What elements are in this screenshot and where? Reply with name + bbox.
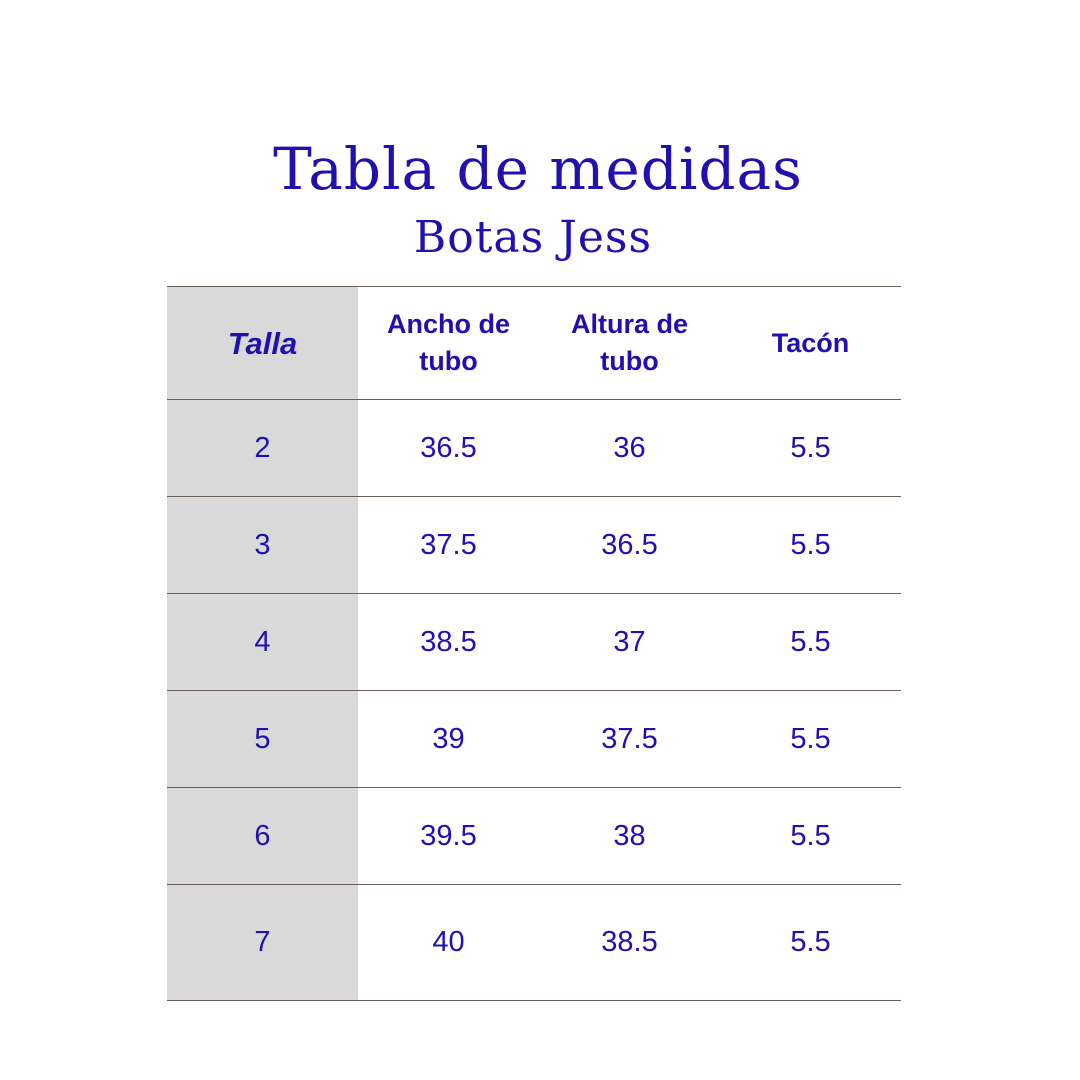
- table-row: [167, 593, 901, 690]
- table-row: [167, 787, 901, 884]
- table-row: [167, 496, 901, 593]
- cell-ancho-de-tubo: 39: [432, 722, 465, 755]
- cell-talla: 7: [167, 885, 358, 1000]
- cell-tacon: 5.5: [790, 819, 831, 852]
- cell-tacon: 5.5: [790, 431, 831, 464]
- cell-tacon: 5.5: [790, 722, 831, 755]
- cell-talla: 5: [167, 691, 358, 787]
- page-subtitle: Botas Jess: [413, 212, 653, 263]
- cell-altura-de-tubo: 37: [613, 625, 646, 658]
- table-row: [167, 399, 901, 496]
- cell-tacon: 5.5: [790, 528, 831, 561]
- cell-tacon: 5.5: [790, 625, 831, 658]
- cell-talla: 3: [167, 497, 358, 593]
- cell-ancho-de-tubo: 40: [432, 926, 465, 958]
- header-talla: Talla: [167, 287, 358, 399]
- cell-altura-de-tubo: 36.5: [601, 528, 658, 561]
- cell-altura-de-tubo: 36: [613, 431, 646, 464]
- cell-tacon: 5.5: [790, 926, 831, 958]
- cell-ancho-de-tubo: 39.5: [420, 819, 477, 852]
- cell-talla: 6: [167, 788, 358, 884]
- cell-altura-de-tubo: 38.5: [601, 926, 658, 958]
- page-title: Tabla de medidas: [273, 135, 803, 203]
- table-header-row: [167, 286, 901, 399]
- cell-ancho-de-tubo: 37.5: [420, 528, 477, 561]
- cell-talla: 4: [167, 594, 358, 690]
- cell-altura-de-tubo: 38: [613, 819, 646, 852]
- header-altura-de-tubo: Altura de tubo: [570, 309, 689, 376]
- cell-ancho-de-tubo: 36.5: [420, 431, 477, 464]
- table-row: [167, 690, 901, 787]
- header-ancho-de-tubo: Ancho de tubo: [386, 309, 510, 376]
- table-row: [167, 884, 901, 1001]
- cell-ancho-de-tubo: 38.5: [420, 625, 477, 658]
- size-table: [167, 286, 901, 1001]
- header-tacon: Tacón: [771, 327, 850, 358]
- cell-talla: 2: [167, 400, 358, 496]
- cell-altura-de-tubo: 37.5: [601, 722, 658, 755]
